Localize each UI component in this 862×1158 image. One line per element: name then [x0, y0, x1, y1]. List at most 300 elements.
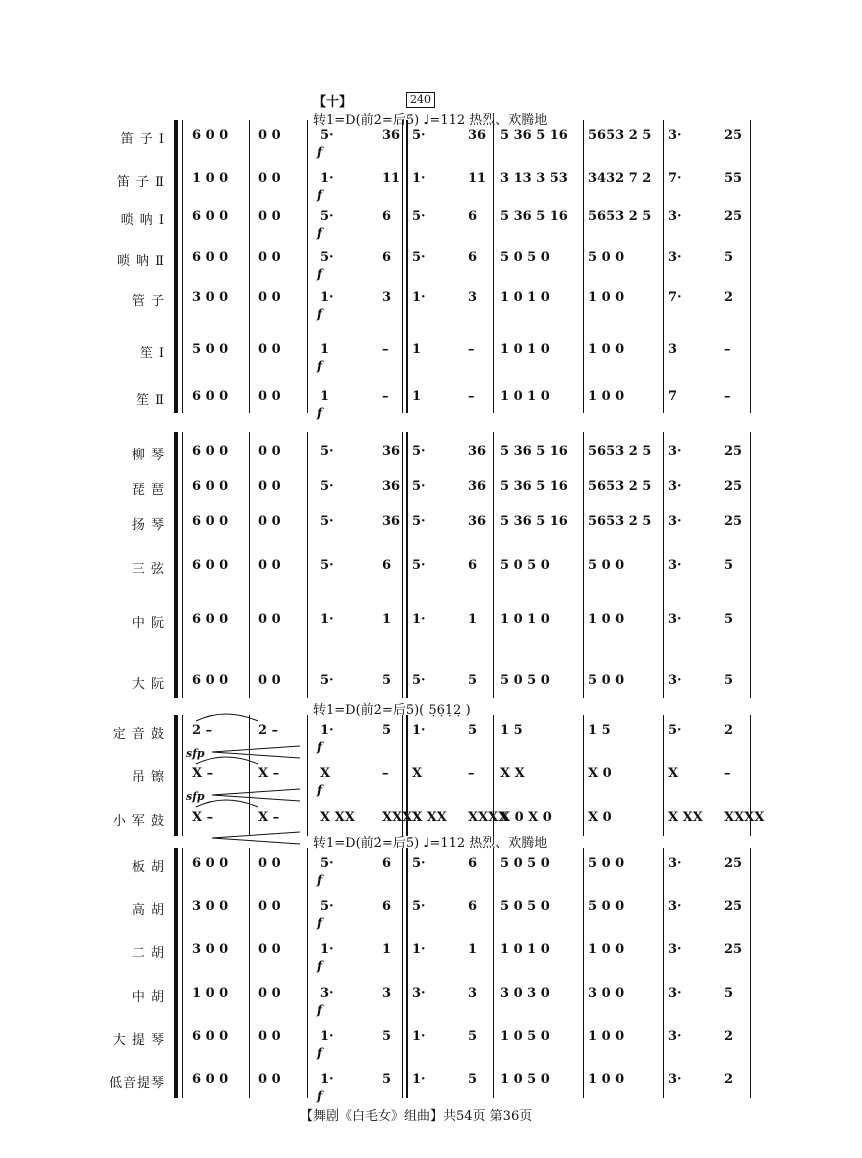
note-cell: 6: [382, 856, 392, 871]
note-cell: 2: [724, 723, 734, 738]
note-cell: 0 0: [258, 612, 281, 627]
note-cell: 5 36 5 16: [500, 128, 568, 143]
note-cell: 1·: [412, 290, 426, 305]
note-cell: 5 0 0: [588, 899, 625, 914]
note-cell: 7·: [668, 171, 682, 186]
note-cell: 5 0 0: [192, 342, 229, 357]
instrument-name: 笛 子 Ⅰ: [120, 132, 165, 147]
note-cell: 36: [468, 444, 487, 459]
note-cell: 5: [724, 986, 734, 1001]
instrument-name: 定 音 鼓: [112, 727, 165, 742]
note-cell: –: [382, 342, 389, 357]
note-cell: 0 0: [258, 342, 281, 357]
group-bracket: [174, 120, 178, 413]
note-cell: –: [724, 389, 731, 404]
note-cell: 5·: [320, 899, 334, 914]
crescendo-hairpin: [212, 746, 300, 758]
note-cell: 7: [668, 389, 678, 404]
note-cell: 1 0 0: [192, 171, 229, 186]
note-cell: 0 0: [258, 1072, 281, 1087]
note-cell: 1·: [320, 1072, 334, 1087]
barline: [249, 432, 250, 698]
note-cell: 3432 7 2: [588, 171, 652, 186]
note-cell: 25: [724, 514, 743, 529]
note-cell: 1 0 1 0: [500, 342, 550, 357]
note-cell: 5: [468, 673, 478, 688]
note-cell: 6: [382, 558, 392, 573]
note-cell: 6: [468, 558, 478, 573]
note-cell: 6: [468, 209, 478, 224]
note-cell: X XX: [412, 810, 447, 825]
note-cell: 0 0: [258, 986, 281, 1001]
note-cell: 0 0: [258, 942, 281, 957]
instrument-name: 柳 琴: [131, 448, 165, 463]
note-cell: 5·: [320, 514, 334, 529]
note-cell: 1·: [412, 171, 426, 186]
note-cell: 5653 2 5: [588, 209, 652, 224]
note-cell: 5·: [412, 899, 426, 914]
note-cell: X 0 X 0: [500, 810, 552, 825]
note-cell: 1·: [412, 612, 426, 627]
note-cell: 5653 2 5: [588, 514, 652, 529]
note-cell: 1·: [320, 723, 334, 738]
note-cell: 3: [382, 986, 392, 1001]
note-cell: 6: [382, 209, 392, 224]
note-cell: 5653 2 5: [588, 479, 652, 494]
note-cell: 5 0 0: [588, 856, 625, 871]
note-cell: 0 0: [258, 856, 281, 871]
note-cell: 5 0 5 0: [500, 856, 550, 871]
note-cell: 0 0: [258, 558, 281, 573]
instrument-name: 中 胡: [131, 990, 165, 1005]
note-cell: 6 0 0: [192, 1029, 229, 1044]
note-cell: 0 0: [258, 250, 281, 265]
sfp-marking: sfp: [186, 747, 205, 760]
note-cell: 2 –: [258, 723, 279, 738]
note-cell: 6 0 0: [192, 514, 229, 529]
dynamic-marking: f: [317, 916, 323, 930]
note-cell: X: [668, 766, 679, 781]
note-cell: 25: [724, 128, 743, 143]
dynamic-marking: f: [317, 959, 323, 973]
note-cell: 1 0 0: [588, 612, 625, 627]
instrument-name: 笛 子 Ⅱ: [116, 175, 165, 190]
note-cell: 5·: [320, 444, 334, 459]
instrument-name: 唢 呐 Ⅱ: [116, 254, 165, 269]
note-cell: 3 0 0: [192, 899, 229, 914]
system-line: [182, 715, 183, 836]
note-cell: 5·: [320, 856, 334, 871]
note-cell: 36: [382, 128, 401, 143]
barline: [307, 120, 308, 413]
note-cell: 25: [724, 856, 743, 871]
note-cell: 1·: [412, 723, 426, 738]
note-cell: 3: [382, 290, 392, 305]
note-cell: 3 0 0: [588, 986, 625, 1001]
group-bracket: [174, 715, 178, 836]
note-cell: 5·: [320, 250, 334, 265]
note-cell: 1: [320, 342, 330, 357]
note-cell: X 0: [588, 810, 612, 825]
note-cell: 0 0: [258, 673, 281, 688]
note-cell: 5: [468, 723, 478, 738]
note-cell: XXXX: [468, 810, 509, 825]
note-cell: 5 36 5 16: [500, 479, 568, 494]
note-cell: 3·: [412, 986, 426, 1001]
note-cell: 5: [468, 1029, 478, 1044]
note-cell: 5: [724, 673, 734, 688]
dynamic-marking: f: [317, 267, 323, 281]
note-cell: 1 5: [588, 723, 611, 738]
note-cell: –: [724, 766, 731, 781]
barline: [583, 120, 584, 413]
barline: [750, 848, 751, 1098]
group-bracket: [174, 432, 178, 698]
note-cell: X –: [258, 810, 280, 825]
note-cell: 36: [468, 128, 487, 143]
note-cell: 5·: [412, 558, 426, 573]
note-cell: 1 0 0: [588, 389, 625, 404]
barline: [493, 120, 494, 413]
note-cell: 3·: [668, 479, 682, 494]
instrument-name: 大 阮: [131, 677, 165, 692]
note-cell: –: [382, 389, 389, 404]
note-cell: 5: [382, 673, 392, 688]
note-cell: 5653 2 5: [588, 444, 652, 459]
note-cell: 3 0 3 0: [500, 986, 550, 1001]
barline: [583, 848, 584, 1098]
tempo-marking-strings: 转1=D(前2̇=后5̇) ♩=112 热烈、欢腾地: [313, 836, 548, 851]
barline: [750, 715, 751, 836]
double-barline: [402, 715, 408, 836]
note-cell: XXXX: [382, 810, 423, 825]
note-cell: 1·: [412, 1029, 426, 1044]
dynamic-marking: f: [317, 307, 323, 321]
note-cell: 5 0 5 0: [500, 899, 550, 914]
note-cell: 5653 2 5: [588, 128, 652, 143]
barline: [307, 715, 308, 836]
note-cell: 3 0 0: [192, 942, 229, 957]
note-cell: 6 0 0: [192, 444, 229, 459]
note-cell: 5 36 5 16: [500, 444, 568, 459]
note-cell: 25: [724, 479, 743, 494]
note-cell: 1: [320, 389, 330, 404]
note-cell: 5: [724, 558, 734, 573]
note-cell: 0 0: [258, 128, 281, 143]
instrument-name: 高 胡: [131, 903, 165, 918]
note-cell: 6: [468, 250, 478, 265]
note-cell: 1 0 1 0: [500, 290, 550, 305]
barline: [249, 715, 250, 836]
note-cell: 1: [468, 942, 478, 957]
barline: [663, 432, 664, 698]
note-cell: 3: [668, 342, 678, 357]
note-cell: 1 0 5 0: [500, 1072, 550, 1087]
barline: [493, 432, 494, 698]
note-cell: 3·: [668, 986, 682, 1001]
note-cell: X XX: [320, 810, 355, 825]
measure-number-box: 240: [406, 92, 435, 108]
note-cell: 1·: [412, 1072, 426, 1087]
note-cell: XXXX: [724, 810, 765, 825]
note-cell: 3·: [668, 612, 682, 627]
note-cell: 25: [724, 899, 743, 914]
note-cell: X X: [500, 766, 525, 781]
instrument-name: 大 提 琴: [112, 1033, 165, 1048]
rehearsal-mark: 【十】: [313, 95, 353, 110]
note-cell: 6: [382, 250, 392, 265]
note-cell: 3·: [668, 899, 682, 914]
note-cell: –: [382, 766, 389, 781]
note-cell: X XX: [668, 810, 703, 825]
note-cell: 1 0 1 0: [500, 389, 550, 404]
note-cell: 3 13 3 53: [500, 171, 568, 186]
instrument-name: 琵 琶: [131, 483, 165, 498]
note-cell: 3·: [668, 1072, 682, 1087]
note-cell: 5·: [320, 673, 334, 688]
note-cell: 5: [382, 723, 392, 738]
note-cell: 1 0 0: [588, 942, 625, 957]
note-cell: X –: [192, 766, 214, 781]
note-cell: 5·: [668, 723, 682, 738]
note-cell: 5·: [412, 209, 426, 224]
note-cell: 5·: [320, 209, 334, 224]
instrument-name: 板 胡: [131, 860, 165, 875]
instrument-name: 小 军 鼓: [112, 814, 165, 829]
note-cell: 6: [468, 856, 478, 871]
note-cell: 0 0: [258, 444, 281, 459]
note-cell: 55: [724, 171, 743, 186]
tempo-marking-percussion: 转1=D(前2̇=后5̇)( 5̣6̣1̣2̣ ): [313, 703, 471, 718]
note-cell: 5 0 5 0: [500, 250, 550, 265]
note-cell: 0 0: [258, 389, 281, 404]
instrument-name: 中 阮: [131, 616, 165, 631]
note-cell: 36: [382, 514, 401, 529]
note-cell: 5·: [412, 250, 426, 265]
note-cell: X 0: [588, 766, 612, 781]
dynamic-marking: f: [317, 783, 323, 797]
note-cell: 1 0 1 0: [500, 942, 550, 957]
note-cell: 6 0 0: [192, 250, 229, 265]
note-cell: 3·: [668, 514, 682, 529]
barline: [663, 715, 664, 836]
note-cell: 1 0 0: [192, 986, 229, 1001]
note-cell: 2: [724, 1072, 734, 1087]
dynamic-marking: f: [317, 359, 323, 373]
note-cell: 5·: [412, 444, 426, 459]
barline: [307, 848, 308, 1098]
note-cell: 36: [468, 479, 487, 494]
double-barline: [402, 432, 408, 698]
barline: [583, 715, 584, 836]
note-cell: 3 0 0: [192, 290, 229, 305]
dynamic-marking: f: [317, 1046, 323, 1060]
instrument-name: 笙 Ⅰ: [139, 346, 165, 361]
note-cell: 5: [382, 1029, 392, 1044]
note-cell: –: [468, 389, 475, 404]
instrument-name: 唢 呐 Ⅰ: [120, 213, 165, 228]
system-line: [182, 848, 183, 1098]
note-cell: 0 0: [258, 209, 281, 224]
dynamic-marking: f: [317, 873, 323, 887]
note-cell: 5·: [412, 479, 426, 494]
note-cell: 3: [468, 290, 478, 305]
note-cell: 36: [468, 514, 487, 529]
note-cell: 3·: [668, 1029, 682, 1044]
note-cell: X –: [258, 766, 280, 781]
note-cell: –: [468, 342, 475, 357]
barline: [663, 848, 664, 1098]
system-line: [182, 432, 183, 698]
note-cell: 3·: [668, 250, 682, 265]
dynamic-marking: f: [317, 740, 323, 754]
note-cell: 0 0: [258, 479, 281, 494]
note-cell: 1·: [320, 1029, 334, 1044]
barline: [750, 120, 751, 413]
note-cell: 3·: [320, 986, 334, 1001]
note-cell: 5 0 0: [588, 558, 625, 573]
note-cell: 7·: [668, 290, 682, 305]
note-cell: 1·: [320, 942, 334, 957]
note-cell: 0 0: [258, 171, 281, 186]
dynamic-marking: f: [317, 188, 323, 202]
note-cell: 1·: [320, 290, 334, 305]
note-cell: 11: [468, 171, 487, 186]
note-cell: 1 0 5 0: [500, 1029, 550, 1044]
note-cell: 0 0: [258, 290, 281, 305]
note-cell: 6 0 0: [192, 673, 229, 688]
note-cell: X: [320, 766, 331, 781]
note-cell: X: [412, 766, 423, 781]
note-cell: 5·: [412, 128, 426, 143]
note-cell: 1: [382, 942, 392, 957]
note-cell: 6 0 0: [192, 479, 229, 494]
instrument-name: 管 子: [131, 294, 165, 309]
note-cell: 3·: [668, 444, 682, 459]
barline: [249, 120, 250, 413]
instrument-name: 笙 Ⅱ: [136, 393, 165, 408]
note-cell: 1·: [320, 612, 334, 627]
note-cell: 5: [724, 250, 734, 265]
note-cell: 1 0 0: [588, 1072, 625, 1087]
note-cell: 6 0 0: [192, 612, 229, 627]
note-cell: –: [724, 342, 731, 357]
note-cell: 1·: [412, 942, 426, 957]
note-cell: 3·: [668, 856, 682, 871]
note-cell: 6: [382, 899, 392, 914]
barline: [249, 848, 250, 1098]
note-cell: 5·: [412, 514, 426, 529]
note-cell: 5·: [320, 128, 334, 143]
dynamic-marking: f: [317, 145, 323, 159]
dynamic-marking: f: [317, 1089, 323, 1103]
note-cell: 36: [382, 479, 401, 494]
note-cell: 5 0 0: [588, 250, 625, 265]
barline: [307, 432, 308, 698]
barline: [493, 715, 494, 836]
note-cell: 5: [382, 1072, 392, 1087]
note-cell: 6 0 0: [192, 389, 229, 404]
sfp-marking: sfp: [186, 790, 205, 803]
note-cell: 1 0 0: [588, 290, 625, 305]
note-cell: 1 0 1 0: [500, 612, 550, 627]
note-cell: 0 0: [258, 1029, 281, 1044]
note-cell: 6 0 0: [192, 1072, 229, 1087]
dynamic-marking: f: [317, 226, 323, 240]
note-cell: 36: [382, 444, 401, 459]
barline: [493, 848, 494, 1098]
note-cell: 0 0: [258, 514, 281, 529]
note-cell: 5·: [412, 673, 426, 688]
page-footer: 【舞剧《白毛女》组曲】共54页 第36页: [300, 1109, 533, 1124]
note-cell: 6 0 0: [192, 128, 229, 143]
instrument-name: 低音提琴: [108, 1076, 165, 1091]
dynamic-marking: f: [317, 406, 323, 420]
note-cell: 25: [724, 209, 743, 224]
note-cell: 1: [412, 389, 422, 404]
note-cell: 1 0 0: [588, 342, 625, 357]
double-barline: [402, 848, 408, 1098]
note-cell: 1 5: [500, 723, 523, 738]
note-cell: 5·: [412, 856, 426, 871]
note-cell: 6 0 0: [192, 209, 229, 224]
barline: [583, 432, 584, 698]
instrument-name: 吊 镲: [131, 770, 165, 785]
note-cell: 1·: [320, 171, 334, 186]
note-cell: 2: [724, 1029, 734, 1044]
instrument-name: 三 弦: [131, 562, 165, 577]
crescendo-hairpin: [212, 832, 300, 844]
note-cell: 1: [412, 342, 422, 357]
note-cell: 25: [724, 444, 743, 459]
note-cell: 1 0 0: [588, 1029, 625, 1044]
note-cell: –: [468, 766, 475, 781]
note-cell: 3·: [668, 558, 682, 573]
note-cell: 3·: [668, 128, 682, 143]
note-cell: 0 0: [258, 899, 281, 914]
note-cell: 6: [468, 899, 478, 914]
group-bracket: [174, 848, 178, 1098]
note-cell: 3·: [668, 673, 682, 688]
note-cell: 3·: [668, 942, 682, 957]
instrument-name: 扬 琴: [131, 518, 165, 533]
note-cell: 1: [382, 612, 392, 627]
note-cell: 6 0 0: [192, 558, 229, 573]
note-cell: 5 0 0: [588, 673, 625, 688]
note-cell: 5: [724, 612, 734, 627]
note-cell: 25: [724, 942, 743, 957]
note-cell: 11: [382, 171, 401, 186]
note-cell: 5: [468, 1072, 478, 1087]
instrument-name: 二 胡: [131, 946, 165, 961]
barline: [750, 432, 751, 698]
system-line: [182, 120, 183, 413]
note-cell: 5 36 5 16: [500, 209, 568, 224]
double-barline: [402, 120, 408, 413]
barline: [663, 120, 664, 413]
note-cell: 1: [468, 612, 478, 627]
note-cell: X –: [192, 810, 214, 825]
dynamic-marking: f: [317, 1003, 323, 1017]
note-cell: 5 36 5 16: [500, 514, 568, 529]
note-cell: 5·: [320, 558, 334, 573]
note-cell: 5·: [320, 479, 334, 494]
note-cell: 6 0 0: [192, 856, 229, 871]
note-cell: 2: [724, 290, 734, 305]
note-cell: 3: [468, 986, 478, 1001]
note-cell: 2 –: [192, 723, 213, 738]
note-cell: 5 0 5 0: [500, 673, 550, 688]
